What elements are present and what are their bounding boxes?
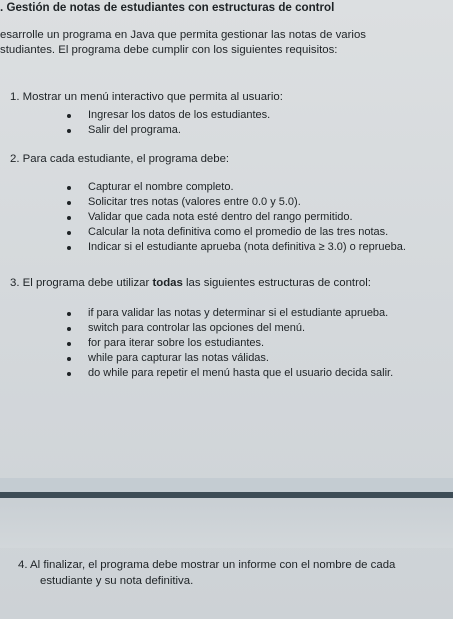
- list-item: Salir del programa.: [0, 123, 270, 138]
- list-item: if para validar las notas y determinar si el estudiante aprueba.: [0, 306, 393, 321]
- section-3-heading: [10, 277, 371, 289]
- divider-band-light: [0, 478, 453, 492]
- list-item: switch para controlar las opciones del menú.: [0, 321, 393, 336]
- list-item: Capturar el nombre completo.: [0, 180, 406, 195]
- final-line: estudiante y su nota definitiva.: [40, 575, 194, 587]
- intro-paragraph: [0, 28, 450, 58]
- list-item: Validar que cada nota esté dentro del rango permitido.: [0, 210, 406, 225]
- list-item: Solicitar tres notas (valores entre 0.0 y 5.0).: [0, 195, 406, 210]
- list-item: Ingresar los datos de los estudiantes.: [0, 108, 270, 123]
- list-item: while para capturar las notas válidas.: [0, 351, 393, 366]
- heading-text: 3. El programa debe utilizar: [10, 277, 153, 289]
- list-item: for para iterar sobre los estudiantes.: [0, 336, 393, 351]
- section-2-heading: 2. Para cada estudiante, el programa debe:: [10, 153, 230, 165]
- section-4-paragraph: [18, 557, 448, 589]
- final-line: 4. Al finalizar, el programa debe mostrar un informe con el nombre de cada: [18, 559, 396, 571]
- list-item: Indicar si el estudiante aprueba (nota definitiva ≥ 3.0) o reprueba.: [0, 240, 406, 255]
- section-3-list: [0, 306, 393, 381]
- intro-line: studiantes. El programa debe cumplir con los siguientes requisitos:: [0, 44, 338, 56]
- divider-band-mid: [0, 498, 453, 548]
- section-1-heading: 1. Mostrar un menú interactivo que permita al usuario:: [10, 91, 283, 103]
- document-title: . Gestión de notas de estudiantes con estructuras de control: [0, 1, 335, 14]
- section-2-list: [0, 180, 406, 255]
- list-item: do while para repetir el menú hasta que el usuario decida salir.: [0, 366, 393, 381]
- heading-text: las siguientes estructuras de control:: [182, 277, 371, 289]
- intro-line: esarrolle un programa en Java que permita gestionar las notas de varios: [0, 29, 366, 41]
- heading-emphasis: todas: [152, 277, 183, 289]
- section-1-list: [0, 108, 270, 138]
- list-item: Calcular la nota definitiva como el promedio de las tres notas.: [0, 225, 406, 240]
